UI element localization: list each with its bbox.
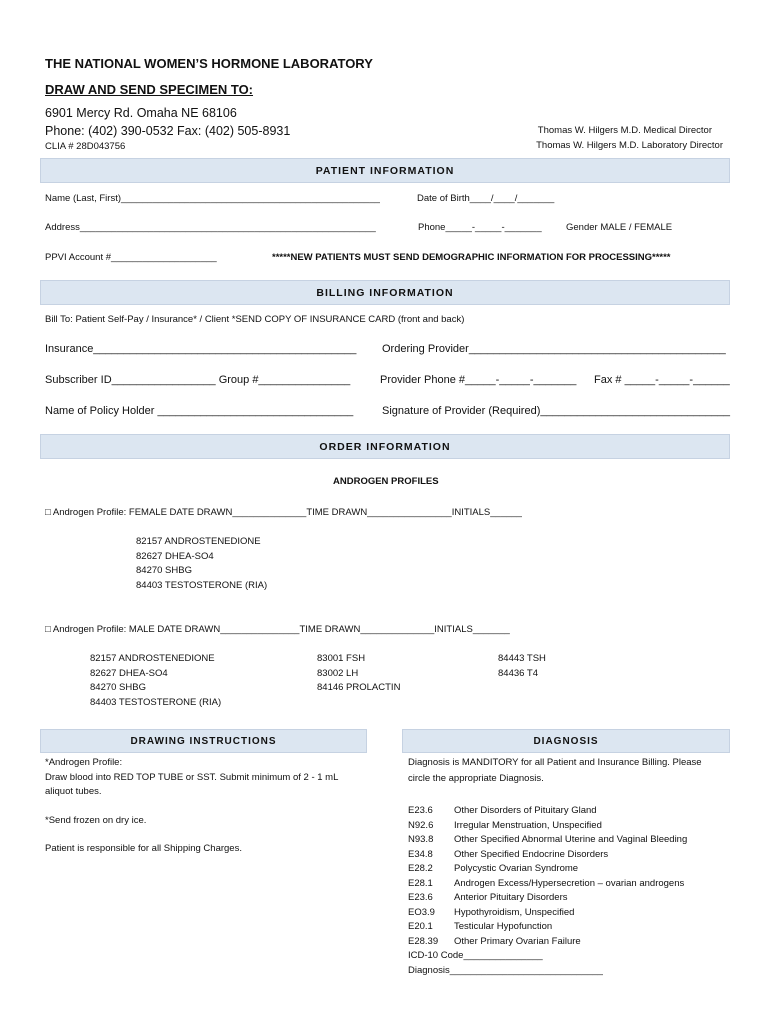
new-patient-notice: *****NEW PATIENTS MUST SEND DEMOGRAPHIC INFORMATION FOR PROCESSING*****	[272, 252, 671, 263]
diagnosis-list	[408, 805, 687, 979]
male-code-item: 83002 LH	[317, 667, 359, 679]
medical-director: Thomas W. Hilgers M.D. Medical Director	[537, 125, 712, 136]
shipping-instruction: Patient is responsible for all Shipping Charges.	[45, 843, 242, 854]
patient-phone-field[interactable]: Phone_____-_____-_______	[418, 222, 542, 233]
lab-address: 6901 Mercy Rd. Omaha NE 68106	[45, 106, 237, 120]
diagnosis-code: N92.6	[408, 819, 434, 831]
male-code-item: 84403 TESTOSTERONE (RIA)	[90, 696, 222, 708]
provider-phone-field[interactable]: Provider Phone #_____-_____-_______	[380, 374, 577, 386]
subscriber-group-field[interactable]: Subscriber ID_________________ Group #_______________	[45, 374, 351, 386]
diagnosis-code: E34.8	[408, 848, 433, 860]
diagnosis-item[interactable]	[408, 834, 687, 849]
diagnosis-item[interactable]	[408, 921, 687, 936]
lab-title: THE NATIONAL WOMEN’S HORMONE LABORATORY	[45, 56, 373, 71]
diagnosis-label: Irregular Menstruation, Unspecified	[454, 819, 602, 831]
date-of-birth-field[interactable]: Date of Birth____/____/_______	[417, 193, 555, 204]
male-code-item: 82157 ANDROSTENEDIONE	[90, 653, 215, 664]
diagnosis-code: E23.6	[408, 892, 433, 903]
order-information-header: ORDER INFORMATION	[40, 434, 730, 459]
diagnosis-item[interactable]	[408, 892, 687, 907]
diagnosis-label: Other Specified Endocrine Disorders	[454, 848, 609, 860]
diagnosis-label: Polycystic Ovarian Syndrome	[454, 863, 579, 874]
instruction-line: *Androgen Profile:	[45, 757, 123, 768]
diagnosis-code: E28.1	[408, 877, 433, 889]
patient-name-field[interactable]: Name (Last, First)_________________________________________________	[45, 193, 380, 204]
patient-information-header: PATIENT INFORMATION	[40, 158, 730, 183]
male-profile-checkbox-line[interactable]: □ Androgen Profile: MALE DATE DRAWN_______________TIME DRAWN______________INITIALS_______	[45, 624, 510, 635]
diagnosis-header: DIAGNOSIS	[402, 729, 730, 753]
male-test-codes-col2	[317, 653, 400, 697]
diagnosis-item[interactable]	[408, 805, 687, 820]
female-test-codes	[136, 536, 267, 594]
policy-holder-field[interactable]: Name of Policy Holder ________________________________	[45, 405, 354, 417]
diagnosis-item[interactable]	[408, 878, 687, 893]
send-specimen-heading: DRAW AND SEND SPECIMEN TO:	[45, 82, 254, 97]
instruction-line: aliquot tubes.	[45, 786, 102, 797]
insurance-field[interactable]: Insurance___________________________________________	[45, 343, 357, 355]
diagnosis-item[interactable]	[408, 849, 687, 864]
female-profile-checkbox-line[interactable]: □ Androgen Profile: FEMALE DATE DRAWN______________TIME DRAWN________________INITIALS______	[45, 507, 522, 518]
laboratory-director: Thomas W. Hilgers M.D. Laboratory Director	[536, 140, 723, 151]
diagnosis-intro-line1: Diagnosis is MANDITORY for all Patient and Insurance Billing. Please	[408, 757, 702, 768]
diagnosis-code: N93.8	[408, 834, 434, 845]
instruction-line: Draw blood into RED TOP TUBE or SST. Submit minimum of 2 - 1 mL	[45, 771, 339, 783]
provider-signature-field[interactable]: Signature of Provider (Required)_______________________________	[382, 405, 731, 417]
gender-field[interactable]: Gender MALE / FEMALE	[566, 222, 673, 233]
diagnosis-item[interactable]	[408, 863, 687, 878]
diagnosis-code: E28.2	[408, 863, 433, 874]
diagnosis-label: Hypothyroidism, Unspecified	[454, 906, 575, 918]
diagnosis-code: E23.6	[408, 805, 433, 816]
diagnosis-label: Androgen Excess/Hypersecretion – ovarian androgens	[454, 877, 685, 889]
male-code-item: 82627 DHEA-SO4	[90, 667, 168, 679]
drawing-instructions-header: DRAWING INSTRUCTIONS	[40, 729, 367, 753]
diagnosis-code: E20.1	[408, 921, 433, 932]
diagnosis-field[interactable]: Diagnosis_____________________________	[408, 964, 603, 976]
diagnosis-item[interactable]	[408, 907, 687, 922]
lab-phone: Phone: (402) 390-0532 Fax: (402) 505-8931	[45, 124, 291, 138]
female-code-item: 84270 SHBG	[136, 565, 192, 576]
male-code-item: 83001 FSH	[317, 653, 366, 664]
diagnosis-label: Other Specified Abnormal Uterine and Vaginal Bleeding	[454, 834, 688, 845]
clia-number: CLIA # 28D043756	[45, 141, 126, 152]
icd10-code-field[interactable]: ICD-10 Code_______________	[408, 950, 543, 961]
diagnosis-code: EO3.9	[408, 906, 435, 918]
diagnosis-label: Other Disorders of Pituitary Gland	[454, 805, 597, 816]
male-test-codes-col1	[90, 653, 221, 711]
billing-information-header: BILLING INFORMATION	[40, 280, 730, 305]
female-code-item: 82157 ANDROSTENEDIONE	[136, 536, 261, 547]
diagnosis-intro-line2: circle the appropriate Diagnosis.	[408, 773, 544, 784]
drawing-instructions-text	[45, 757, 338, 801]
androgen-profiles-heading: ANDROGEN PROFILES	[333, 476, 439, 487]
provider-fax-field[interactable]: Fax # _____-_____-______	[594, 374, 730, 386]
male-code-item: 84436 T4	[498, 667, 538, 679]
ppvi-account-field[interactable]: PPVI Account #____________________	[45, 252, 217, 263]
diagnosis-code: E28.39	[408, 935, 439, 947]
female-code-item: 82627 DHEA-SO4	[136, 550, 214, 562]
diagnosis-label: Anterior Pituitary Disorders	[454, 892, 568, 903]
diagnosis-item[interactable]	[408, 820, 687, 835]
male-code-item: 84270 SHBG	[90, 682, 146, 693]
ordering-provider-field[interactable]: Ordering Provider__________________________________________	[382, 343, 726, 355]
male-code-item: 84146 PROLACTIN	[317, 682, 401, 693]
male-test-codes-col3	[498, 653, 546, 682]
diagnosis-label: Other Primary Ovarian Failure	[454, 935, 581, 947]
male-code-item: 84443 TSH	[498, 653, 546, 664]
bill-to-line[interactable]: Bill To: Patient Self-Pay / Insurance* / Client *SEND COPY OF INSURANCE CARD (front and back)	[45, 314, 465, 325]
female-code-item: 84403 TESTOSTERONE (RIA)	[136, 579, 268, 591]
diagnosis-item[interactable]	[408, 936, 687, 951]
patient-address-field[interactable]: Address________________________________________________________	[45, 222, 376, 233]
diagnosis-label: Testicular Hypofunction	[454, 921, 553, 932]
frozen-instruction: *Send frozen on dry ice.	[45, 815, 147, 826]
